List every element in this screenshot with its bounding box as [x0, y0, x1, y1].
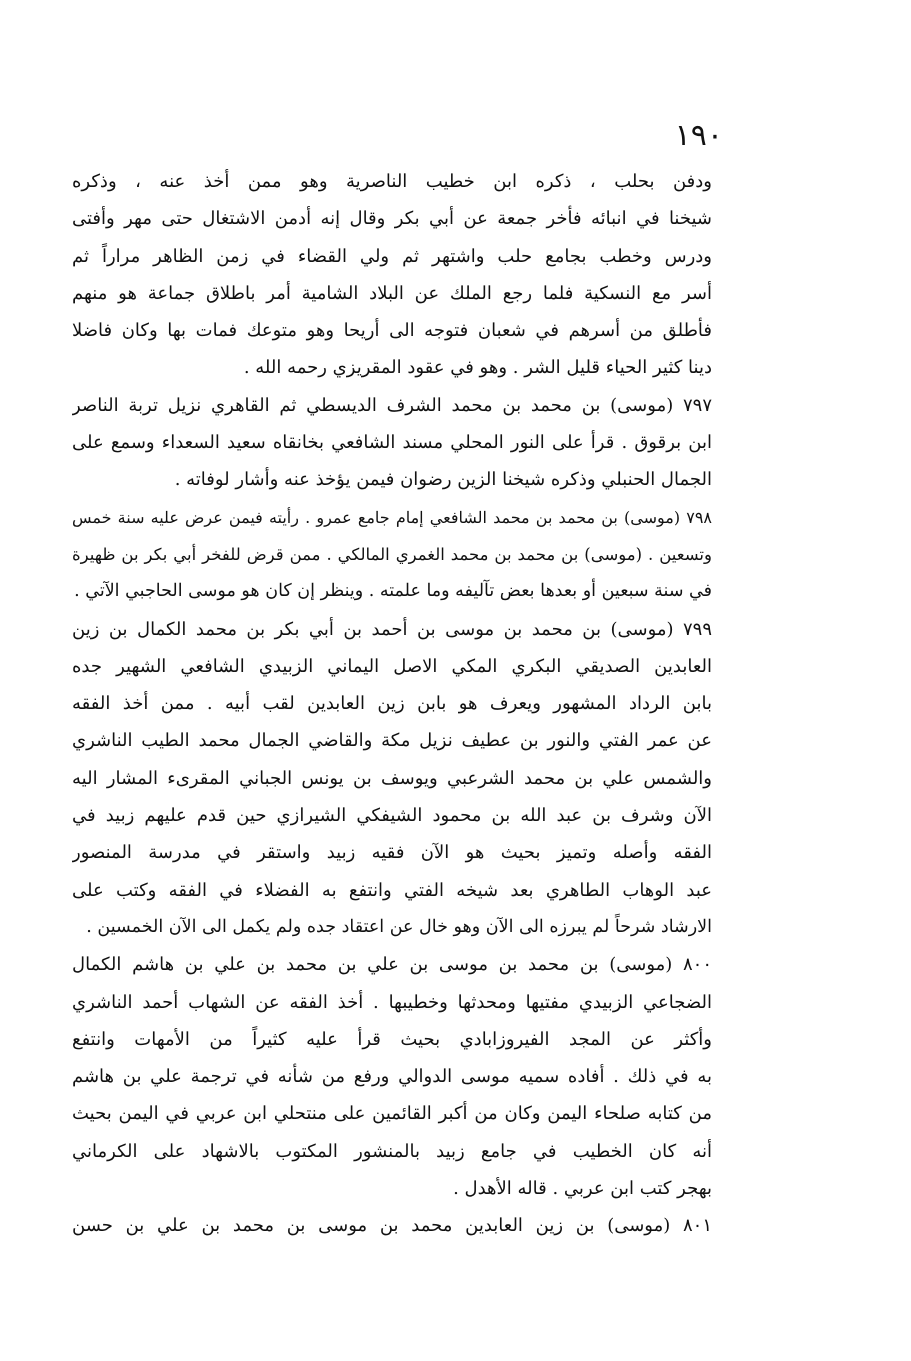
text-line: به في ذلك . أفاده سميه موسى الدوالي ورفع من شأنه في ترجمة علي بن هاشم: [72, 1066, 712, 1088]
text-line: ودفن بحلب ، ذكره ابن خطيب الناصرية وهو ممن أخذ عنه ، وذكره: [72, 171, 712, 192]
text-line: أنه كان الخطيب في جامع زبيد بالمنشور المكتوب بالاشهاد على الكرماني: [72, 1140, 712, 1162]
text-line: الفقه وأصله وتميز بحيث هو الآن فقيه زبيد واستقر في مدرسة المنصور: [72, 842, 712, 864]
text-line: ٧٩٧ (موسى) بن محمد بن محمد الشرف الديسطي ثم القاهري نزيل تربة الناصر: [72, 394, 712, 416]
text-line: ٨٠١ (موسى) بن زين العابدين محمد بن موسى بن محمد بن علي بن حسن: [72, 1215, 712, 1237]
text-line: الجمال الحنبلي وذكره شيخنا الزين رضوان فيمن يؤخذ عنه وأشار لوفاته .: [174, 469, 712, 491]
text-line: في سنة سبعين أو بعدها بعض تآليفه وما علمته . وينظر إن كان هو موسى الحاجبي الآتي .: [74, 581, 712, 602]
text-line: أسر مع النسكية فلما رجع الملك عن البلاد الشامية أمر باطلاق جماعة هو منهم: [72, 282, 712, 304]
text-line: الآن وشرف بن عبد الله بن محمود الشيفكي الشيرازي حين قدم عليهم زبيد في: [72, 805, 712, 827]
text-line: ٧٩٨ (موسى) بن محمد بن محمد الشافعي إمام جامع عمرو . رأيته فيمن عرض عليه سنة خمس: [72, 507, 712, 527]
text-line: ودرس وخطب بجامع حلب واشتهر ثم ولي القضاء في زمن الظاهر مراراً ثم: [72, 245, 712, 267]
text-line: ٧٩٩ (موسى) بن محمد بن موسى بن أحمد بن أبي بكر بن محمد الكمال بن زين: [72, 618, 712, 640]
text-line: العابدين الصديقي البكري المكي الاصل اليماني الزبيدي الشافعي الشهير جده: [72, 655, 712, 677]
text-line: عن عمر الفتي والنور بن عطيف نزيل مكة والقاضي الجمال محمد الطيب الناشري: [72, 730, 712, 752]
text-line: ٨٠٠ (موسى) بن محمد بن موسى بن علي بن محمد بن علي بن هاشم الكمال: [72, 954, 712, 976]
text-line: وأكثر عن المجد الفيروزابادي بحيث قرأ عليه كثيراً من الأمهات وانتفع: [72, 1028, 712, 1050]
text-line: الضجاعي الزبيدي مفتيها ومحدثها وخطيبها . أخذ الفقه عن الشهاب أحمد الناشري: [72, 991, 712, 1013]
text-line: فأطلق من أسرهم في شعبان فتوجه الى أريحا وهو متوعك فمات بها وكان فاضلا: [72, 320, 712, 342]
text-line: بهجر كتب ابن عربي . قاله الأهدل .: [453, 1178, 712, 1200]
text-line: بابن الرداد المشهور ويعرف هو بابن زين العابدين لقب أبيه . ممن أخذ الفقه: [72, 693, 712, 715]
text-line: والشمس علي بن محمد الشرعبي ويوسف بن يونس الجباني المقرىء المشار اليه: [72, 767, 712, 789]
text-line: شيخنا في انبائه فأخر جمعة عن أبي بكر وقال إنه أدمن الاشتغال حتى مهر وأفتى: [72, 208, 712, 230]
text-line: ابن برقوق . قرأ على النور المحلي مسند الشافعي بخانقاه سعيد السعداء وسمع على: [72, 432, 712, 454]
text-line: الارشاد شرحاً لم يبرزه الى الآن وهو خال عن اعتقاد جده ولم يكمل الى الآن الخمسين .: [86, 916, 712, 937]
text-line: وتسعين . (موسى) بن محمد بن محمد الغمري المالكي . ممن قرض للفخر أبي بكر بن ظهيرة: [72, 544, 712, 564]
text-line: دينا كثير الحياء قليل الشر . وهو في عقود المقريزي رحمه الله .: [243, 357, 712, 379]
body-text: [72, 163, 712, 1245]
text-line: عبد الوهاب الطاهري بعد شيخه الفتي وانتفع به الفضلاء في الفقه وكتب على: [72, 879, 712, 901]
text-line: من كتابه صلحاء اليمن وكان من أكبر القائمين على منتحلي ابن عربي في اليمن بحيث: [72, 1103, 712, 1125]
page-number: ١٩٠: [674, 118, 723, 153]
